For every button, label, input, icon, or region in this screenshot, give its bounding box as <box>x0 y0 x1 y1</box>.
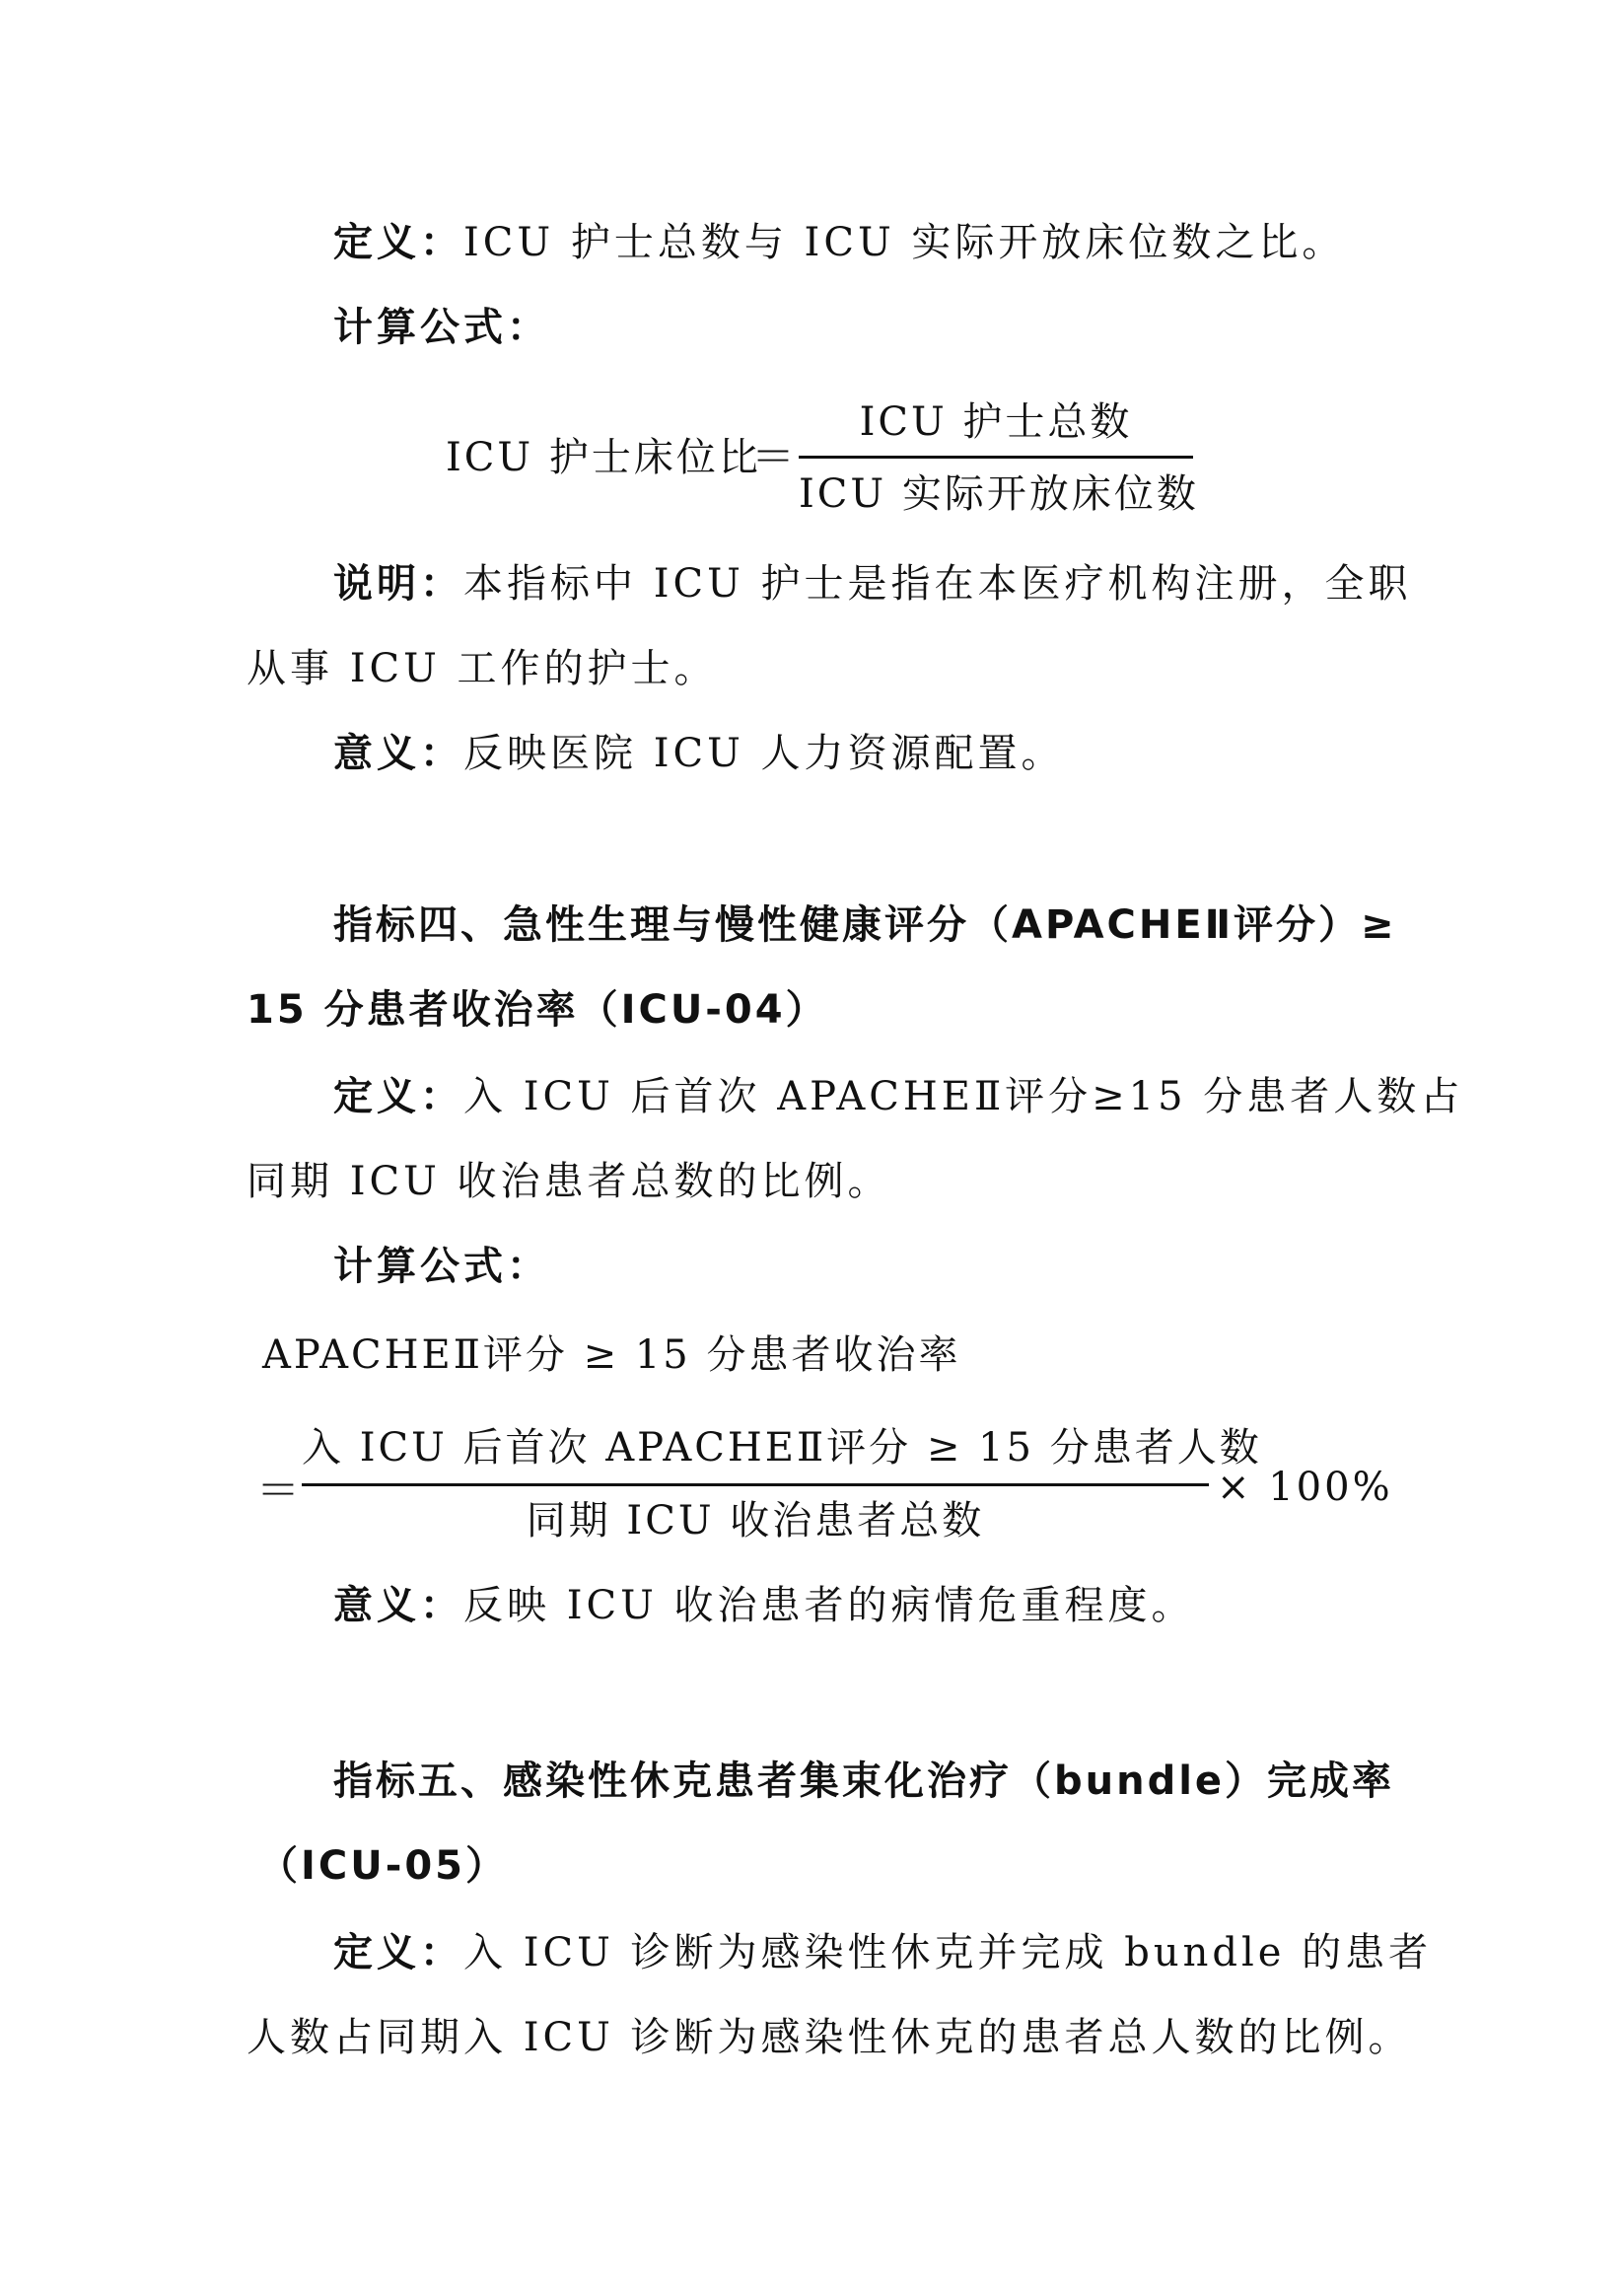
s3-formula-eq: ＝ <box>751 432 795 482</box>
s4-meaning-line <box>333 1583 1195 1628</box>
s4-formula-label-line <box>333 1244 550 1289</box>
s4-formula-numerator: 入 ICU 后首次 APACHEⅡ评分 ≥ 15 分患者人数 <box>302 1425 1262 1471</box>
s5-definition-line2 <box>247 2015 1412 2060</box>
s3-meaning-line <box>333 731 1065 776</box>
s4-formula-multiplier: × 100% <box>1217 1465 1393 1510</box>
s3-formula-label: 计算公式： <box>333 305 550 350</box>
s4-heading-line2: 15 分患者收治率（ICU-04） <box>247 987 828 1033</box>
s4-definition-text-1: 入 ICU 后首次 APACHEⅡ评分≥15 分患者人数占 <box>463 1074 1464 1119</box>
s3-note-label: 说明： <box>333 561 463 607</box>
s5-heading-line1: 指标五、感染性休克患者集束化治疗（bundle）完成率 <box>333 1758 1395 1804</box>
s3-formula-label-line <box>333 305 550 350</box>
s5-definition-line1 <box>333 1930 1433 1975</box>
s3-note-text-1: 本指标中 ICU 护士是指在本医疗机构注册，全职 <box>463 561 1412 607</box>
s3-definition-label: 定义： <box>333 220 463 265</box>
s4-formula-eq: ＝ <box>256 1466 300 1516</box>
s4-meaning-label: 意义： <box>333 1583 463 1628</box>
s4-definition-label: 定义： <box>333 1074 463 1119</box>
s4-definition-text-2: 同期 ICU 收治患者总数的比例。 <box>247 1159 891 1204</box>
s5-heading-line2: （ICU-05） <box>258 1843 508 1889</box>
s3-note-text-2: 从事 ICU 工作的护士。 <box>247 646 718 691</box>
s3-definition-text: ICU 护士总数与 ICU 实际开放床位数之比。 <box>463 220 1346 265</box>
s4-formula-lhs: APACHEⅡ评分 ≥ 15 分患者收治率 <box>262 1332 961 1378</box>
s5-definition-text-2: 人数占同期入 ICU 诊断为感染性休克的患者总人数的比例。 <box>247 2015 1412 2060</box>
s3-formula-lhs: ICU 护士床位比 <box>446 435 761 480</box>
s3-formula-numerator: ICU 护士总数 <box>859 399 1133 445</box>
s4-definition-line2 <box>247 1159 891 1204</box>
s3-meaning-text: 反映医院 ICU 人力资源配置。 <box>463 731 1065 776</box>
s4-definition-line1 <box>333 1074 1464 1119</box>
s5-definition-text-1: 入 ICU 诊断为感染性休克并完成 bundle 的患者 <box>463 1930 1433 1975</box>
s3-formula-fraction-bar <box>799 456 1193 459</box>
s3-definition-line <box>333 220 1346 265</box>
s4-formula-fraction-bar <box>302 1483 1209 1486</box>
s3-formula-denominator: ICU 实际开放床位数 <box>799 471 1199 517</box>
s4-meaning-text: 反映 ICU 收治患者的病情危重程度。 <box>463 1583 1195 1628</box>
s3-note-line2 <box>247 646 718 691</box>
s4-formula-label: 计算公式： <box>333 1244 550 1289</box>
s3-note-line1 <box>333 561 1412 607</box>
s5-definition-label: 定义： <box>333 1930 463 1975</box>
s4-heading-line1: 指标四、急性生理与慢性健康评分（APACHEⅡ评分）≥ <box>333 902 1397 948</box>
s3-meaning-label: 意义： <box>333 731 463 776</box>
s4-formula-denominator: 同期 ICU 收治患者总数 <box>526 1498 985 1543</box>
